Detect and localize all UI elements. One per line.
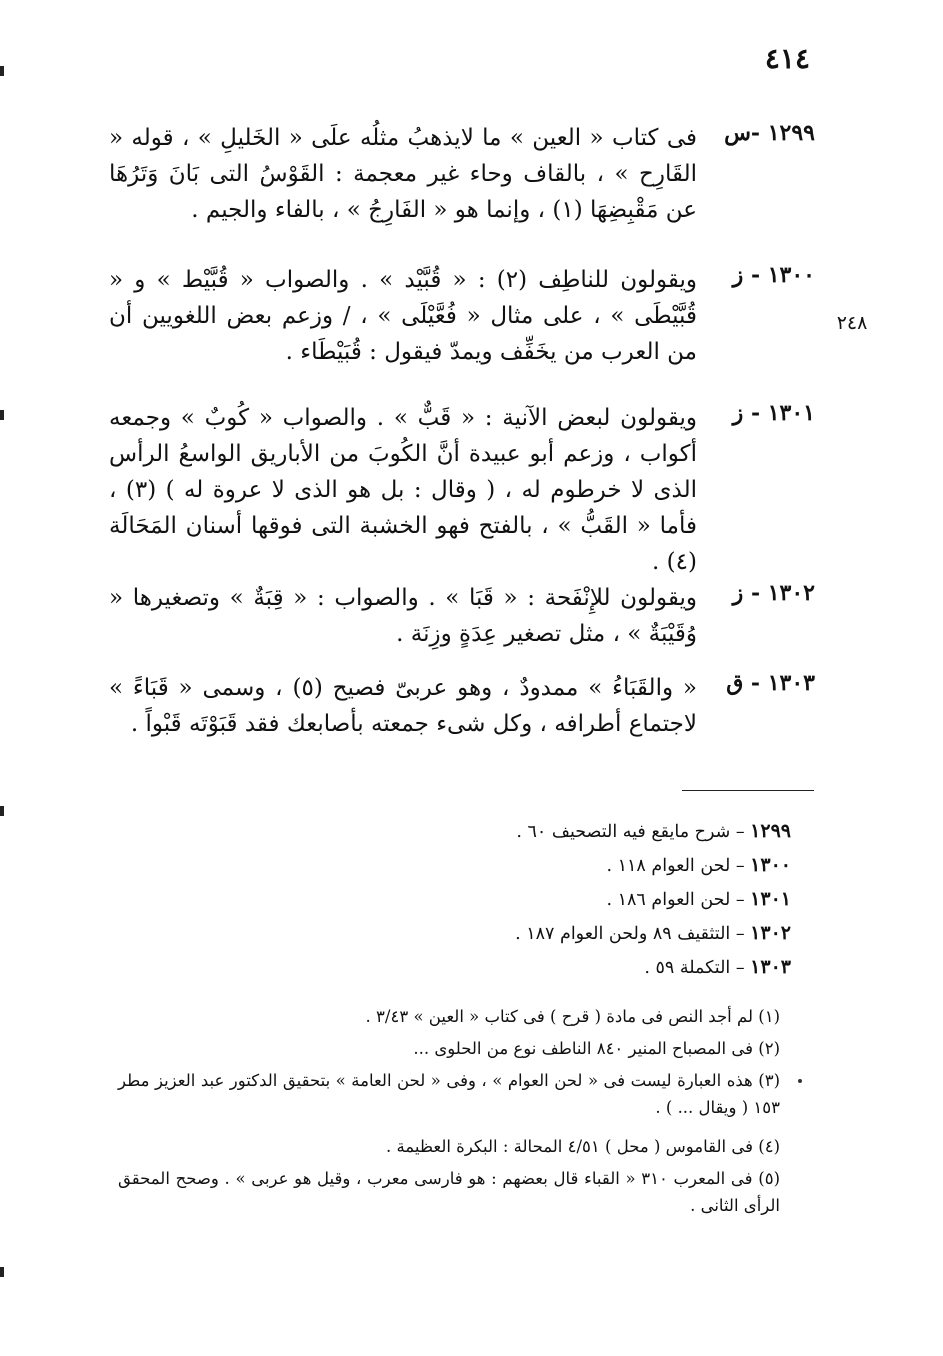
source-text: – شرح مايقع فيه التصحيف ٦٠ . <box>516 822 745 842</box>
scan-speck <box>798 1079 802 1083</box>
source-ref <box>271 956 791 978</box>
source-text: – لحن العوام ١١٨ . <box>606 856 745 876</box>
scan-edge-mark <box>0 1267 4 1277</box>
footnote-2: (٢) فى المصباح المنير ٨٤٠ الناطف نوع من الحلوى ... <box>413 1039 780 1058</box>
scan-edge-mark <box>0 806 4 816</box>
entry-number: ١٣٠١ - ز <box>732 400 815 426</box>
margin-page-reference: ٢٤٨ <box>836 312 868 334</box>
footnote-separator <box>682 790 814 791</box>
source-entry-number: ١٣٠٠ <box>750 854 791 876</box>
footnote-4: (٤) فى القاموس ( محل ) ٤/٥١ المحالة : البكرة العظيمة . <box>385 1137 780 1156</box>
source-entry-number: ١٣٠١ <box>750 888 791 910</box>
source-text: – التثقيف ٨٩ ولحن العوام ١٨٧ . <box>515 924 745 944</box>
entry-number: ١٢٩٩ -س <box>724 120 815 146</box>
scan-edge-mark <box>0 66 4 76</box>
source-text: – لحن العوام ١٨٦ . <box>606 890 745 910</box>
source-entry-number: ١٣٠٣ <box>750 956 791 978</box>
entry-1303 <box>110 670 815 750</box>
footnote-1: (١) لم أجد النص فى مادة ( قرح ) فى كتاب « العين » ٣/٤٣ . <box>365 1007 780 1026</box>
footnote-5: (٥) فى المعرب ٣١٠ « القباء قال بعضهم : هو فارسى معرب ، وقيل هو عربى » . وصحح المحقق الرأى الثانى . <box>118 1169 780 1215</box>
source-ref <box>271 820 791 842</box>
source-entry-number: ١٣٠٢ <box>750 922 791 944</box>
source-text: – التكملة ٥٩ . <box>644 958 745 978</box>
footnote-3: (٣) هذه العبارة ليست فى « لحن العوام » ، وفى « لحن العامة » بتحقيق الدكتور عبد العزيز مطر ١٥٣ ( ويقال ... ) . <box>118 1071 780 1117</box>
entry-1301 <box>109 400 815 575</box>
entry-number: ١٣٠٣ - ق <box>726 670 815 696</box>
entry-text: ويقولون للناطِف (٢) : « قُبَّيْد » . والصواب « قُبَّيْط » و « قُبَّيْطَى » ، على مثال « فُعَّيْلَى » ، / وزعم بعض اللغويين أن من العرب من يخَفِّف ويمدّ فيقول : قُبَيْطَاء . <box>109 267 697 365</box>
scan-edge-mark <box>0 410 4 420</box>
page-number: ٤١٤ <box>764 42 810 75</box>
entry-text: فى كتاب « العين » ما لايذهبُ مثلُه علَى « الخَليلِ » ، قوله « القَارِح » ، بالقاف وحاء غير معجمة : القَوْسُ التى بَانَ وَتَرُهَا عن مَقْبِضِهَا (١) ، وإنما هو « الفَارِجُ » ، بالفاء والجيم . <box>109 125 697 223</box>
source-ref <box>271 922 791 944</box>
entry-1300 <box>110 262 815 388</box>
entry-1302 <box>110 580 815 660</box>
entry-text: ويقولون لبعض الآنية : « قَبٌّ » . والصواب « كُوبٌ » وجمعه أكواب ، وزعم أبو عبيدة أنَّ الكُوبَ من الأباريق الواسعُ الرأس الذى لا خرطوم له ، ( وقال : بل هو الذى لا عروة له ) (٣) ، فأما « القَبُّ » ، بالفتح فهو الخشبة التى فوقها أسنان المَحَالَة (٤) . <box>109 405 697 575</box>
entry-number: ١٣٠٠ - ز <box>732 262 815 288</box>
entry-number: ١٣٠٢ - ز <box>732 580 815 606</box>
source-entry-number: ١٢٩٩ <box>750 820 791 842</box>
entry-text: ويقولون للإِنْفَحة : « قَبَا » . والصواب : « قِبَةٌ » وتصغيرها « وُقَيْبَةٌ » ، مثل تصغير عِدَةٍ وزِنَة . <box>109 585 697 647</box>
entry-1299 <box>110 120 815 250</box>
source-ref <box>271 854 791 876</box>
source-ref <box>271 888 791 910</box>
entry-text: « والقَبَاءُ » ممدودٌ ، وهو عربىّ فصيح (٥) ، وسمى « قَبَاءً » لاجتماع أطرافه ، وكل شىء جمعته بأصابعك فقد قَبَوْتَه قَبْواً . <box>109 675 697 737</box>
